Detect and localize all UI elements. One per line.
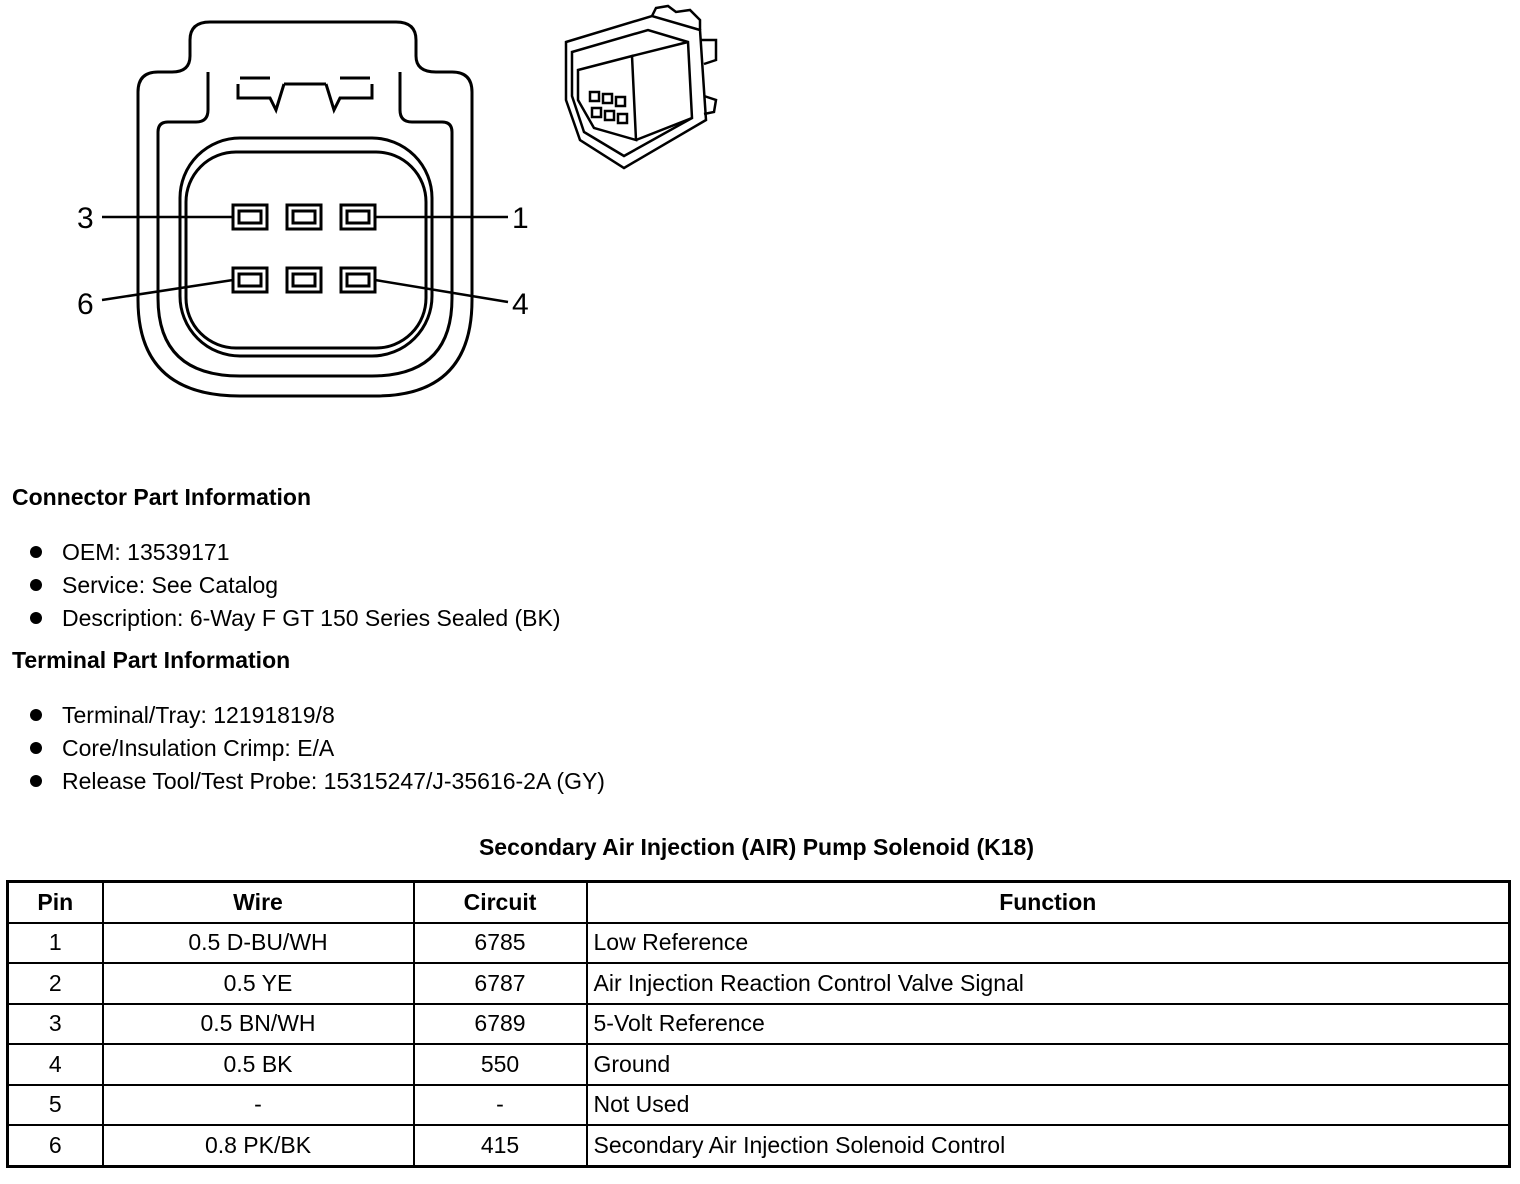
connector-outer-housing [138, 22, 472, 396]
table-header-row [8, 882, 1510, 923]
header-circuit: Circuit [414, 882, 587, 923]
cell-pin: 1 [8, 923, 103, 964]
bullet-icon [30, 612, 42, 624]
cell-circuit: 6787 [414, 963, 587, 1004]
list-item [30, 602, 561, 635]
connector-cavity [180, 138, 432, 356]
table-row [8, 963, 1510, 1004]
terminal-part-info-heading: Terminal Part Information [12, 647, 291, 673]
bullet-icon [30, 709, 42, 721]
connector-face-drawing [0, 0, 760, 420]
bullet-icon [30, 742, 42, 754]
bullet-icon [30, 579, 42, 591]
cell-function: Low Reference [587, 923, 1510, 964]
cell-circuit: 6789 [414, 1004, 587, 1045]
pinout-table [6, 880, 1511, 1168]
bullet-icon [30, 775, 42, 787]
table-row [8, 1125, 1510, 1166]
cell-pin: 5 [8, 1085, 103, 1126]
connector-latch [238, 78, 372, 110]
table-row [8, 1044, 1510, 1085]
cell-pin: 3 [8, 1004, 103, 1045]
cell-circuit: 550 [414, 1044, 587, 1085]
connector-diagram [0, 0, 760, 420]
cell-wire: 0.8 PK/BK [103, 1125, 414, 1166]
table-row [8, 1004, 1510, 1045]
list-item [30, 732, 605, 765]
pin-label-6: 6 [77, 288, 94, 321]
pin-label-3: 3 [77, 202, 94, 235]
header-wire: Wire [103, 882, 414, 923]
pin-label-4: 4 [512, 288, 529, 321]
service-text: Service: See Catalog [62, 572, 279, 598]
cell-wire: - [103, 1085, 414, 1126]
description-text: Description: 6-Way F GT 150 Series Sealed (BK) [62, 605, 561, 631]
connector-part-info-list [30, 536, 561, 635]
table-title: Secondary Air Injection (AIR) Pump Solenoid (K18) [478, 834, 1035, 860]
cell-function: Air Injection Reaction Control Valve Signal [587, 963, 1510, 1004]
connector-part-info-heading: Connector Part Information [12, 484, 312, 510]
cell-circuit: 415 [414, 1125, 587, 1166]
cell-wire: 0.5 BK [103, 1044, 414, 1085]
cell-circuit: - [414, 1085, 587, 1126]
cell-function: Secondary Air Injection Solenoid Control [587, 1125, 1510, 1166]
cell-function: 5-Volt Reference [587, 1004, 1510, 1045]
header-pin: Pin [8, 882, 103, 923]
list-item [30, 699, 605, 732]
list-item [30, 569, 561, 602]
terminal-row-bottom [233, 268, 375, 292]
terminal-row-top [233, 205, 375, 229]
cell-pin: 6 [8, 1125, 103, 1166]
terminal-part-info-list [30, 699, 605, 798]
pin-label-1: 1 [512, 202, 529, 235]
bullet-icon [30, 546, 42, 558]
terminal-tray-text: Terminal/Tray: 12191819/8 [62, 702, 335, 728]
cell-pin: 4 [8, 1044, 103, 1085]
oem-text: OEM: 13539171 [62, 539, 230, 565]
cell-wire: 0.5 YE [103, 963, 414, 1004]
connector-3d-illustration [566, 6, 716, 168]
cell-wire: 0.5 BN/WH [103, 1004, 414, 1045]
crimp-text: Core/Insulation Crimp: E/A [62, 735, 335, 761]
cell-pin: 2 [8, 963, 103, 1004]
release-tool-text: Release Tool/Test Probe: 15315247/J-35616-2A (GY) [62, 768, 605, 794]
table-row [8, 1085, 1510, 1126]
cell-function: Not Used [587, 1085, 1510, 1126]
cell-function: Ground [587, 1044, 1510, 1085]
list-item [30, 536, 561, 569]
table-row [8, 923, 1510, 964]
list-item [30, 765, 605, 798]
header-function: Function [587, 882, 1510, 923]
cell-wire: 0.5 D-BU/WH [103, 923, 414, 964]
cell-circuit: 6785 [414, 923, 587, 964]
